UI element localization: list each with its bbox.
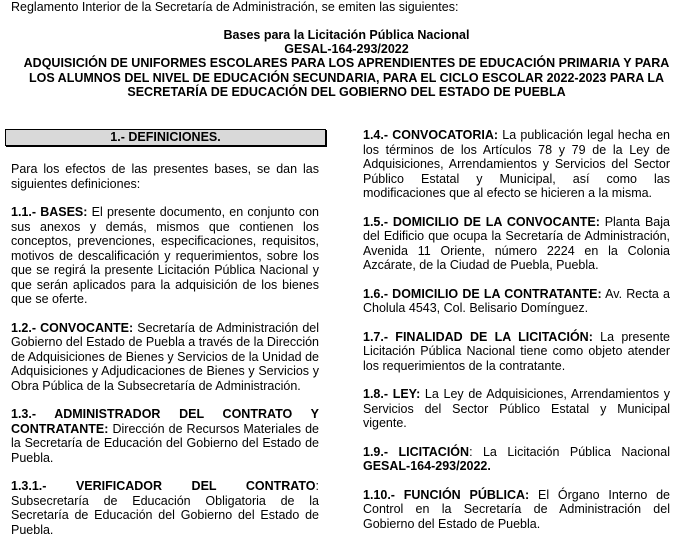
- section-heading: 1.- DEFINICIONES.: [5, 129, 326, 146]
- definition-text: Dirección de Recursos Materiales de la Secretaría de Educación del Gobierno del Estado de Puebla.: [11, 421, 319, 465]
- bases-title: Bases para la Licitación Pública Nacional: [223, 28, 470, 42]
- definition-term: 1.7.- FINALIDAD DE LA LICITACIÓN:: [363, 329, 593, 344]
- left-column: [11, 129, 319, 537]
- definition-domicilio-convocante: [363, 215, 670, 273]
- definition-text: El presente documento, en conjunto con sus anexos y demás, mismos que contienen los conceptos, prevenciones, especificaciones, requisitos, motivos de descalificación y requerimientos, sobre los que se regirá la presente Licitación Pública Nacional y que serán aplicados para la adquisición de los bienes que se oferte.: [11, 205, 319, 306]
- tender-number: GESAL-164-293/2022: [284, 42, 409, 56]
- right-column: [363, 128, 670, 531]
- definition-text: La publicación legal hecha en los términos de los Artículos 78 y 79 de la Ley de Adquisiciones, Arrendamientos y Servicios del Sector Público Estatal y Municipal, así como las modificaciones que al efecto se hicieren a la misma.: [363, 128, 670, 200]
- definition-term: 1.1.- BASES:: [11, 205, 88, 219]
- definition-term: 1.3.- ADMINISTRADOR DEL CONTRATO Y CONTRATANTE:: [11, 407, 319, 436]
- acquisition-title-line-3: SECRETARÍA DE EDUCACIÓN DEL GOBIERNO DEL ESTADO DE PUEBLA: [127, 85, 566, 99]
- definition-text: La presente Licitación Pública Nacional tiene como objeto atender los requerimientos de la contratante.: [363, 329, 670, 373]
- section-lead: Para los efectos de las presentes bases, se dan las siguientes definiciones:: [11, 162, 319, 191]
- definition-text: Av. Recta a Cholula 4543, Col. Belisario Domínguez.: [363, 286, 670, 315]
- definition-term: 1.3.1.- VERIFICADOR DEL CONTRATO: [11, 479, 316, 493]
- intro-text: Reglamento Interior de la Secretaría de Administración, se emiten las siguientes:: [11, 0, 459, 14]
- definition-domicilio-contratante: [363, 287, 670, 316]
- definition-licitacion: [363, 445, 670, 474]
- definition-term: 1.8.- LEY:: [363, 387, 421, 401]
- definition-administrador: [11, 407, 319, 465]
- acquisition-title-line-2: LOS ALUMNOS DEL NIVEL DE EDUCACIÓN SECUNDARIA, PARA EL CICLO ESCOLAR 2022-2023 PARA LA: [28, 71, 665, 85]
- definition-text: La Ley de Adquisiciones, Arrendamientos y Servicios del Sector Público Estatal y Municipal vigente.: [363, 387, 671, 430]
- definition-verificador: [11, 479, 319, 537]
- definition-convocatoria: [363, 128, 670, 201]
- definition-text: El Órgano Interno de Control en la Secretaría de Administración del Gobierno del Estado de Puebla.: [363, 487, 670, 531]
- definition-term: 1.5.- DOMICILIO DE LA CONVOCANTE:: [363, 214, 600, 229]
- definition-term: 1.10.- FUNCIÓN PÚBLICA:: [363, 487, 530, 502]
- definition-text: : Subsecretaría de Educación Obligatoria de la Secretaría de Educación del Gobierno del Estado de Puebla.: [11, 479, 319, 537]
- definition-text: : La Licitación Pública Nacional: [469, 444, 670, 459]
- tender-number-reference: GESAL-164-293/2022.: [363, 459, 491, 473]
- definition-bases: [11, 205, 319, 307]
- definition-text: Secretaría de Administración del Gobierno del Estado de Puebla a través de la Dirección de Adquisiciones de Bienes y Servicios de la Unidad de Adquisiciones y Adjudicaciones de Bienes y Servicios y Obra Pública de la Subsecretaría de Administración.: [11, 320, 319, 393]
- definition-convocante: [11, 321, 319, 394]
- definition-term: 1.9.- LICITACIÓN: [363, 444, 470, 459]
- definition-term: 1.4.- CONVOCATORIA:: [363, 128, 499, 142]
- definition-term: 1.6.- DOMICILIO DE LA CONTRATANTE:: [363, 286, 602, 301]
- definition-text: Planta Baja del Edificio que ocupa la Secretaría de Administración, Avenida 11 Oriente, número 2224 en la Colonia Azcárate, de la Ciudad de Puebla, Puebla.: [363, 214, 670, 272]
- definition-funcion-publica: [363, 488, 670, 532]
- definition-ley: [363, 387, 670, 431]
- definition-term: 1.2.- CONVOCANTE:: [11, 320, 134, 335]
- definition-finalidad: [363, 330, 670, 374]
- acquisition-title-line-1: ADQUISICIÓN DE UNIFORMES ESCOLARES PARA LOS APRENDIENTES DE EDUCACIÓN PRIMARIA Y PARA: [23, 56, 670, 70]
